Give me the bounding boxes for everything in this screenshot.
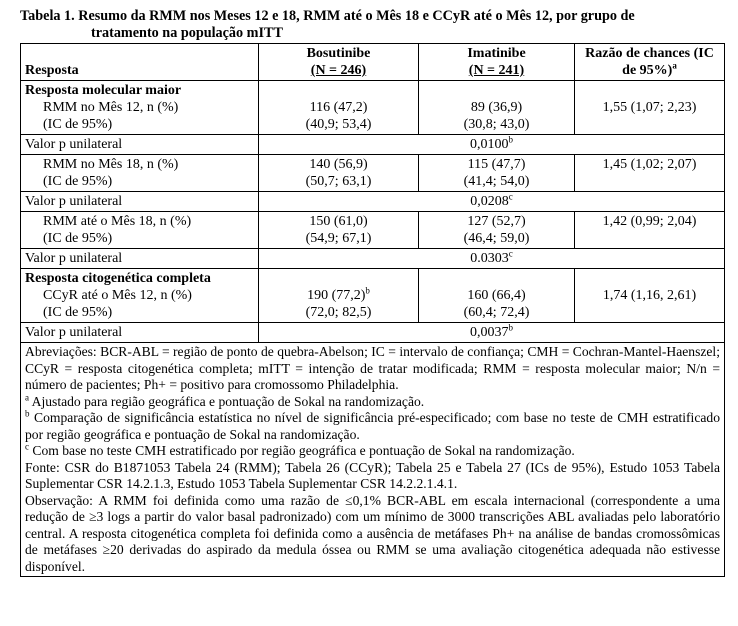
cell-value: 89 (36,9) — [470, 100, 523, 115]
footnote-c-text: Com base no teste CMH estratificado por região geográfica e pontuação de Sokal na randomização. — [29, 443, 575, 458]
odds-ratio-cell — [575, 81, 725, 135]
pvalue-cell — [259, 249, 725, 269]
row-label-line1: RMM no Mês 18, n (%) — [43, 157, 179, 172]
table-caption — [20, 8, 726, 42]
table-row — [21, 269, 725, 323]
pvalue-cell — [259, 323, 725, 343]
abbreviations-note: Abreviações: BCR-ABL = região de ponto de quebra-Abelson; IC = intervalo de confiança; CMH = Cochran-Mantel-Haenszel; CCyR = resposta citogenética completa; mITT = intenção de tratar modificada; RMM = resposta molecular maior; N/n = número de pacientes; Ph+ = positivo para cromossomo Philadelphia. — [25, 344, 720, 392]
header-imatinibe-n: (N = 241) — [468, 63, 525, 78]
cell-value: 127 (52,7) — [467, 214, 526, 229]
imatinibe-cell — [419, 81, 575, 135]
row-label-line1: RMM no Mês 12, n (%) — [43, 100, 179, 115]
cell-value: 150 (61,0) — [309, 214, 368, 229]
table-row — [21, 212, 725, 249]
row-label — [21, 81, 259, 135]
pvalue-row — [21, 135, 725, 155]
imatinibe-cell — [419, 212, 575, 249]
cell-value: 1,74 (1,16, 2,61) — [602, 288, 697, 303]
pvalue-label: Valor p unilateral — [21, 323, 259, 343]
pvalue-row — [21, 192, 725, 212]
cell-ci: (41,4; 54,0) — [463, 174, 530, 189]
cell-value: 160 (66,4) — [467, 288, 526, 303]
footnote-mark: b — [508, 134, 513, 145]
footnote-mark: b — [365, 285, 370, 296]
row-label-line1: CCyR até o Mês 12, n (%) — [43, 288, 192, 303]
observation-note: Observação: A RMM foi definida como uma razão de ≤0,1% BCR-ABL em escala internacional (correspondente a uma redução de ≥3 logs a partir do valor basal padronizado) com um mínimo de 3000 transcrições ABL avaliadas pelo laboratório central. A resposta citogenética completa foi definida como a ausência de metáfases Ph+ na análise de bandas cromossômicas de metáfases ≥20 derivadas do aspirado da medula óssea ou RMM se uma avaliação citogenética adequada não estivesse disponível. — [25, 492, 720, 574]
results-table — [20, 43, 725, 577]
cell-ci: (54,9; 67,1) — [305, 231, 372, 246]
footnote-a — [25, 391, 720, 411]
pvalue-row — [21, 249, 725, 269]
caption-line-2: tratamento na população mITT — [91, 25, 283, 41]
cell-ci: (50,7; 63,1) — [305, 174, 372, 189]
cell-ci: (30,8; 43,0) — [463, 117, 530, 132]
cell-value: 140 (56,9) — [309, 157, 368, 172]
row-label-line2: (IC de 95%) — [43, 117, 113, 132]
header-odds-ratio-line1: Razão de chances (IC — [585, 46, 714, 61]
pvalue-row — [21, 323, 725, 343]
odds-ratio-cell — [575, 269, 725, 323]
bosutinibe-cell — [259, 269, 419, 323]
cell-ci: (46,4; 59,0) — [463, 231, 530, 246]
bosutinibe-cell — [259, 155, 419, 192]
cell-value: 116 (47,2) — [309, 100, 368, 115]
footnote-b-text: Comparação de significância estatística no nível de significância pré-especificado; com base no teste de CMH estratificado por região geográfica e pontuação de Sokal na randomização. — [25, 410, 720, 442]
pvalue-label: Valor p unilateral — [21, 192, 259, 212]
cell-value: 1,55 (1,07; 2,23) — [602, 100, 697, 115]
pvalue: 0,0100 — [470, 137, 509, 152]
pvalue-label: Valor p unilateral — [21, 135, 259, 155]
section-title: Resposta citogenética completa — [25, 271, 211, 286]
cell-ci: (72,0; 82,5) — [305, 305, 372, 320]
cell-value: 190 (77,2) — [307, 288, 366, 303]
header-odds-ratio-line2: de 95%) — [622, 63, 673, 78]
cell-ci: (40,9; 53,4) — [305, 117, 372, 132]
footnote-b-mark: b — [25, 408, 30, 419]
odds-ratio-cell — [575, 212, 725, 249]
table-row — [21, 81, 725, 135]
header-bosutinibe — [259, 44, 419, 81]
pvalue: 0.0303 — [470, 251, 509, 266]
bosutinibe-cell — [259, 81, 419, 135]
footnote-c — [25, 443, 720, 460]
caption-line-1: Tabela 1. Resumo da RMM nos Meses 12 e 18, RMM até o Mês 18 e CCyR até o Mês 12, por grupo de — [20, 8, 635, 24]
notes-row — [21, 343, 725, 577]
footnote-b — [25, 410, 720, 443]
row-label-line2: (IC de 95%) — [43, 305, 113, 320]
row-label-line2: (IC de 95%) — [43, 174, 113, 189]
section-title: Resposta molecular maior — [25, 83, 182, 98]
footnote-mark: c — [508, 191, 513, 202]
header-odds-ratio — [575, 44, 725, 81]
pvalue: 0,0208 — [470, 194, 509, 209]
row-label — [21, 269, 259, 323]
header-resposta: Resposta — [21, 44, 259, 81]
footnote-a-mark: a — [25, 391, 29, 402]
header-imatinibe-name: Imatinibe — [467, 46, 526, 61]
footnote-a-text: Ajustado para região geográfica e pontuação de Sokal na randomização. — [29, 393, 425, 409]
pvalue-cell — [259, 135, 725, 155]
source-note: Fonte: CSR do B1871053 Tabela 24 (RMM); Tabela 26 (CCyR); Tabela 25 e Tabela 27 (ICs de 95%), Estudo 1053 Tabela Suplementar CSR 14.2.1.3, Estudo 1053 Tabela Suplementar CSR 14.2.2.1.4.1. — [25, 459, 720, 491]
footnote-mark-a: a — [672, 60, 677, 71]
header-row — [21, 44, 725, 81]
header-bosutinibe-name: Bosutinibe — [306, 46, 371, 61]
cell-ci: (60,4; 72,4) — [463, 305, 530, 320]
imatinibe-cell — [419, 269, 575, 323]
footnote-mark: b — [508, 322, 513, 333]
row-label — [21, 155, 259, 192]
row-label-line2: (IC de 95%) — [43, 231, 113, 246]
cell-value: 1,45 (1,02; 2,07) — [602, 157, 697, 172]
table-notes — [21, 343, 725, 577]
header-imatinibe — [419, 44, 575, 81]
pvalue-label: Valor p unilateral — [21, 249, 259, 269]
row-label — [21, 212, 259, 249]
footnote-c-mark: c — [25, 441, 29, 452]
pvalue-cell — [259, 192, 725, 212]
cell-value: 1,42 (0,99; 2,04) — [602, 214, 697, 229]
footnote-mark: c — [508, 248, 513, 259]
cell-value: 115 (47,7) — [467, 157, 526, 172]
bosutinibe-cell — [259, 212, 419, 249]
pvalue: 0,0037 — [470, 325, 509, 340]
imatinibe-cell — [419, 155, 575, 192]
header-bosutinibe-n: (N = 246) — [310, 63, 367, 78]
table-row — [21, 155, 725, 192]
row-label-line1: RMM até o Mês 18, n (%) — [43, 214, 192, 229]
odds-ratio-cell — [575, 155, 725, 192]
